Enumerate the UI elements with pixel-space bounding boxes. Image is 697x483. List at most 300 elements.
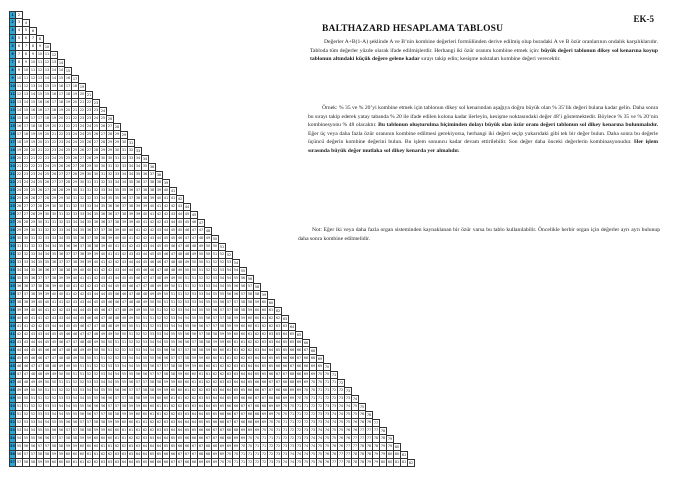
table-cell: 26 [79,147,86,155]
table-cell: 50 [170,283,177,291]
table-cell: 48 [135,291,142,299]
table-cell: 74 [310,443,317,451]
table-cell: 54 [226,275,233,283]
table-cell: 53 [135,347,142,355]
table-cell: 31 [65,203,72,211]
table-row [9,91,93,99]
table-cell: 61 [268,307,275,315]
table-cell: 71 [296,403,303,411]
table-cell: 33 [58,227,65,235]
table-cell: 24 [65,139,72,147]
table-cell: 68 [303,363,310,371]
table-cell: 30 [121,139,128,147]
table-cell: 58 [23,459,30,467]
table-cell: 65 [247,379,254,387]
table-cell: 55 [163,339,170,347]
table-cell: 31 [100,171,107,179]
table-cell: 47 [100,315,107,323]
table-cell: 43 [30,331,37,339]
table-cell: 11 [16,83,23,91]
table-cell: 62 [177,403,184,411]
table-cell: 75 [324,435,331,443]
table-cell: 20 [79,91,86,99]
table-cell: 66 [177,443,184,451]
table-cell: 52 [79,379,86,387]
table-cell: 70 [282,411,289,419]
table-cell: 64 [261,355,268,363]
table-cell: 63 [100,459,107,467]
table-cell: 67 [261,395,268,403]
table-row [9,27,37,35]
table-cell: 46 [16,363,23,371]
table-cell: 54 [135,355,142,363]
table-cell: 45 [93,307,100,315]
table-cell: 26 [100,123,107,131]
table-cell: 59 [44,459,51,467]
table-cell: 60 [184,379,191,387]
table-cell: 61 [156,403,163,411]
table-cell: 38 [128,203,135,211]
table-cell: 48 [44,363,51,371]
table-cell: 47 [23,371,30,379]
table-cell: 48 [37,371,44,379]
table-cell: 80 [394,445,400,449]
table-cell: 58 [205,339,212,347]
table-cell: 26 [23,195,30,203]
table-cell: 54 [114,371,121,379]
table-cell: 37 [16,291,23,299]
table-cell: 35 [37,259,44,267]
table-cell: 31 [114,155,121,163]
table-cell: 52 [23,411,30,419]
table-row [9,219,205,227]
row-header-cell: 10 [9,83,16,91]
table-cell: 79 [387,437,393,441]
table-cell: 47 [16,371,23,379]
table-cell: 43 [93,283,100,291]
table-cell: 16 [58,83,65,91]
table-cell: 54 [51,411,58,419]
table-cell: 55 [37,427,44,435]
table-cell: 30 [23,235,30,243]
table-cell: 55 [93,395,100,403]
table-cell: 73 [310,419,317,427]
table-cell: 37 [72,251,79,259]
table-cell: 49 [163,275,170,283]
table-cell: 35 [44,259,51,267]
table-cell: 60 [247,323,254,331]
table-cell: 14 [58,67,65,75]
table-cell: 49 [156,291,163,299]
table-cell: 39 [51,283,58,291]
table-cell: 54 [30,427,37,435]
table-cell: 37 [121,203,128,211]
table-cell: 63 [254,347,261,355]
table-cell: 69 [261,411,268,419]
table-cell: 44 [79,307,86,315]
table-cell: 61 [198,379,205,387]
table-cell: 64 [198,403,205,411]
table-cell: 32 [44,227,51,235]
table-cell: 61 [177,395,184,403]
table-cell: 61 [170,395,177,403]
table-cell: 66 [303,341,309,345]
table-cell: 52 [51,395,58,403]
table-cell: 48 [93,331,100,339]
table-cell: 57 [191,339,198,347]
table-cell: 31 [93,179,100,187]
table-cell: 69 [296,387,303,395]
table-cell: 68 [289,379,296,387]
table-cell: 41 [100,259,107,267]
table-cell: 63 [282,323,289,331]
table-cell: 50 [156,299,163,307]
table-cell: 31 [86,179,93,187]
table-cell: 38 [65,267,72,275]
table-row [9,179,170,187]
table-cell: 71 [254,443,261,451]
table-row [9,363,331,371]
table-row [9,419,380,427]
table-cell: 64 [240,371,247,379]
table-cell: 71 [331,373,337,377]
table-cell: 63 [184,403,191,411]
table-cell: 76 [366,413,372,417]
row-header-cell: 12 [9,99,16,107]
table-cell: 53 [198,283,205,291]
table-cell: 38 [142,195,149,203]
table-cell: 58 [163,371,170,379]
table-cell: 72 [261,459,268,467]
table-cell: 76 [345,427,352,435]
row-header-cell: 28 [9,227,16,235]
table-cell: 63 [233,371,240,379]
table-cell: 59 [226,331,233,339]
table-cell: 77 [345,451,352,459]
table-cell: 45 [16,355,23,363]
table-cell: 59 [219,339,226,347]
table-cell: 42 [30,323,37,331]
table-cell: 36 [93,219,100,227]
table-cell: 14 [44,75,51,83]
table-cell: 44 [65,315,72,323]
table-cell: 54 [205,291,212,299]
table-cell: 36 [44,267,51,275]
table-cell: 45 [23,355,30,363]
table-cell: 60 [128,419,135,427]
table-cell: 23 [93,107,100,115]
table-cell: 81 [401,453,407,457]
row-header-cell: 47 [9,379,16,387]
table-cell: 57 [121,395,128,403]
table-cell: 31 [16,243,23,251]
table-row [9,267,247,275]
table-cell: 48 [156,275,163,283]
table-cell: 32 [30,243,37,251]
table-cell: 56 [163,355,170,363]
table-cell: 59 [128,411,135,419]
table-cell: 47 [79,331,86,339]
table-cell: 40 [100,251,107,259]
table-cell: 48 [170,259,177,267]
table-cell: 32 [114,163,121,171]
table-cell: 57 [149,371,156,379]
table-cell: 74 [289,459,296,467]
table-cell: 69 [198,459,205,467]
table-row [9,43,51,51]
table-cell: 13 [16,99,23,107]
table-cell: 36 [65,243,72,251]
table-cell: 62 [191,387,198,395]
table-cell: 52 [170,307,177,315]
row-header-cell: 4 [9,35,16,43]
table-cell: 39 [86,251,93,259]
table-cell: 72 [331,395,338,403]
table-cell: 54 [198,299,205,307]
table-cell: 33 [65,219,72,227]
table-cell: 65 [226,395,233,403]
table-cell: 69 [240,435,247,443]
table-cell: 24 [37,171,44,179]
table-cell: 49 [100,331,107,339]
table-cell: 32 [93,187,100,195]
table-cell: 65 [275,355,282,363]
table-cell: 66 [198,427,205,435]
table-cell: 69 [317,363,324,371]
table-cell: 65 [191,427,198,435]
table-cell: 68 [212,443,219,451]
row-header-cell: 36 [9,291,16,299]
table-cell: 25 [86,131,93,139]
table-cell: 11 [44,51,51,59]
table-cell: 68 [310,349,316,353]
table-cell: 69 [310,363,317,371]
table-cell: 70 [324,371,331,379]
table-row [9,211,198,219]
table-cell: 65 [296,333,302,337]
table-cell: 61 [163,403,170,411]
table-cell: 41 [58,299,65,307]
table-cell: 63 [212,387,219,395]
table-cell: 5 [23,27,30,35]
table-cell: 51 [142,323,149,331]
table-cell: 26 [44,179,51,187]
table-cell: 38 [72,259,79,267]
table-cell: 63 [184,411,191,419]
table-cell: 70 [310,387,317,395]
table-cell: 17 [58,91,65,99]
table-cell: 62 [149,427,156,435]
table-cell: 35 [107,195,114,203]
table-cell: 50 [100,347,107,355]
table-cell: 51 [58,379,65,387]
table-cell: 73 [331,403,338,411]
table-cell: 30 [37,219,44,227]
table-cell: 32 [16,251,23,259]
table-cell: 72 [268,451,275,459]
row-header-cell: 45 [9,363,16,371]
table-cell: 28 [44,195,51,203]
table-cell: 61 [128,427,135,435]
table-cell: 44 [170,219,177,227]
table-cell: 57 [100,411,107,419]
table-cell: 55 [170,339,177,347]
table-cell: 58 [149,387,156,395]
table-cell: 59 [191,363,198,371]
table-cell: 72 [310,403,317,411]
table-cell: 40 [142,211,149,219]
table-cell: 28 [72,171,79,179]
table-cell: 55 [23,435,30,443]
table-cell: 52 [156,315,163,323]
table-cell: 55 [170,331,177,339]
table-cell: 70 [275,419,282,427]
table-cell: 37 [44,275,51,283]
table-cell: 46 [65,331,72,339]
table-cell: 17 [23,123,30,131]
table-cell: 24 [79,123,86,131]
table-cell: 69 [226,443,233,451]
table-cell: 35 [65,235,72,243]
table-cell: 39 [23,307,30,315]
table-cell: 70 [240,443,247,451]
table-cell: 20 [16,155,23,163]
table-cell: 18 [72,83,79,91]
table-row [9,371,338,379]
table-cell: 48 [184,243,191,251]
table-cell: 36 [58,251,65,259]
table-cell: 52 [86,371,93,379]
table-cell: 34 [65,227,72,235]
table-cell: 22 [44,147,51,155]
table-cell: 47 [51,355,58,363]
table-cell: 70 [219,459,226,467]
table-cell: 37 [142,179,149,187]
table-cell: 42 [44,315,51,323]
table-cell: 20 [65,107,72,115]
table-cell: 28 [16,219,23,227]
table-cell: 61 [233,347,240,355]
table-cell: 53 [205,283,212,291]
table-cell: 71 [317,395,324,403]
table-cell: 18 [16,139,23,147]
table-cell: 13 [37,75,44,83]
table-cell: 54 [93,387,100,395]
table-cell: 47 [121,299,128,307]
table-cell: 24 [100,109,106,113]
table-cell: 69 [240,427,247,435]
table-cell: 49 [23,387,30,395]
table-cell: 60 [177,387,184,395]
table-cell: 72 [275,443,282,451]
table-cell: 57 [107,403,114,411]
table-cell: 69 [212,459,219,467]
table-cell: 52 [163,315,170,323]
table-cell: 42 [37,323,44,331]
table-cell: 42 [177,197,183,201]
table-cell: 58 [65,435,72,443]
table-cell: 40 [135,219,142,227]
table-cell: 43 [135,251,142,259]
table-cell: 47 [198,221,204,225]
table-cell: 57 [177,347,184,355]
table-cell: 72 [289,435,296,443]
table-cell: 29 [72,179,79,187]
table-cell: 54 [16,435,23,443]
table-cell: 26 [37,187,44,195]
table-cell: 39 [149,195,156,203]
table-cell: 58 [191,347,198,355]
table-cell: 41 [121,243,128,251]
table-cell: 27 [86,147,93,155]
table-cell: 54 [163,331,170,339]
table-row [9,339,310,347]
table-cell: 66 [254,379,261,387]
table-cell: 21 [51,131,58,139]
table-cell: 73 [338,395,345,403]
table-row [9,139,135,147]
table-cell: 45 [51,331,58,339]
table-cell: 35 [135,171,142,179]
table-cell: 52 [184,291,191,299]
table-cell: 69 [212,451,219,459]
table-cell: 50 [149,307,156,315]
table-cell: 18 [44,115,51,123]
table-cell: 61 [254,323,261,331]
table-cell: 67 [254,395,261,403]
table-cell: 39 [107,235,114,243]
table-cell: 64 [135,451,142,459]
table-cell: 41 [128,235,135,243]
table-cell: 43 [23,339,30,347]
table-cell: 23 [44,155,51,163]
table-cell: 56 [163,347,170,355]
table-cell: 47 [142,275,149,283]
table-cell: 45 [107,291,114,299]
table-cell: 41 [163,195,170,203]
table-cell: 10 [30,59,37,67]
table-cell: 22 [30,163,37,171]
table-cell: 66 [191,435,198,443]
table-cell: 11 [30,67,37,75]
table-row [9,35,44,43]
table-cell: 56 [44,435,51,443]
table-cell: 59 [149,395,156,403]
table-cell: 73 [275,459,282,467]
table-cell: 58 [254,291,261,299]
row-header-cell: 15 [9,123,16,131]
table-cell: 58 [135,395,142,403]
table-cell: 18 [37,123,44,131]
table-cell: 65 [170,435,177,443]
table-cell: 29 [16,227,23,235]
table-cell: 42 [100,267,107,275]
table-cell: 57 [86,419,93,427]
table-cell: 61 [121,427,128,435]
table-cell: 64 [247,371,254,379]
table-cell: 29 [58,195,65,203]
table-cell: 50 [79,355,86,363]
table-cell: 49 [205,235,212,243]
table-cell: 56 [177,339,184,347]
table-cell: 47 [184,235,191,243]
table-cell: 64 [219,395,226,403]
table-cell: 52 [58,387,65,395]
table-cell: 50 [37,387,44,395]
table-cell: 40 [121,235,128,243]
table-cell: 57 [226,307,233,315]
table-cell: 61 [107,443,114,451]
